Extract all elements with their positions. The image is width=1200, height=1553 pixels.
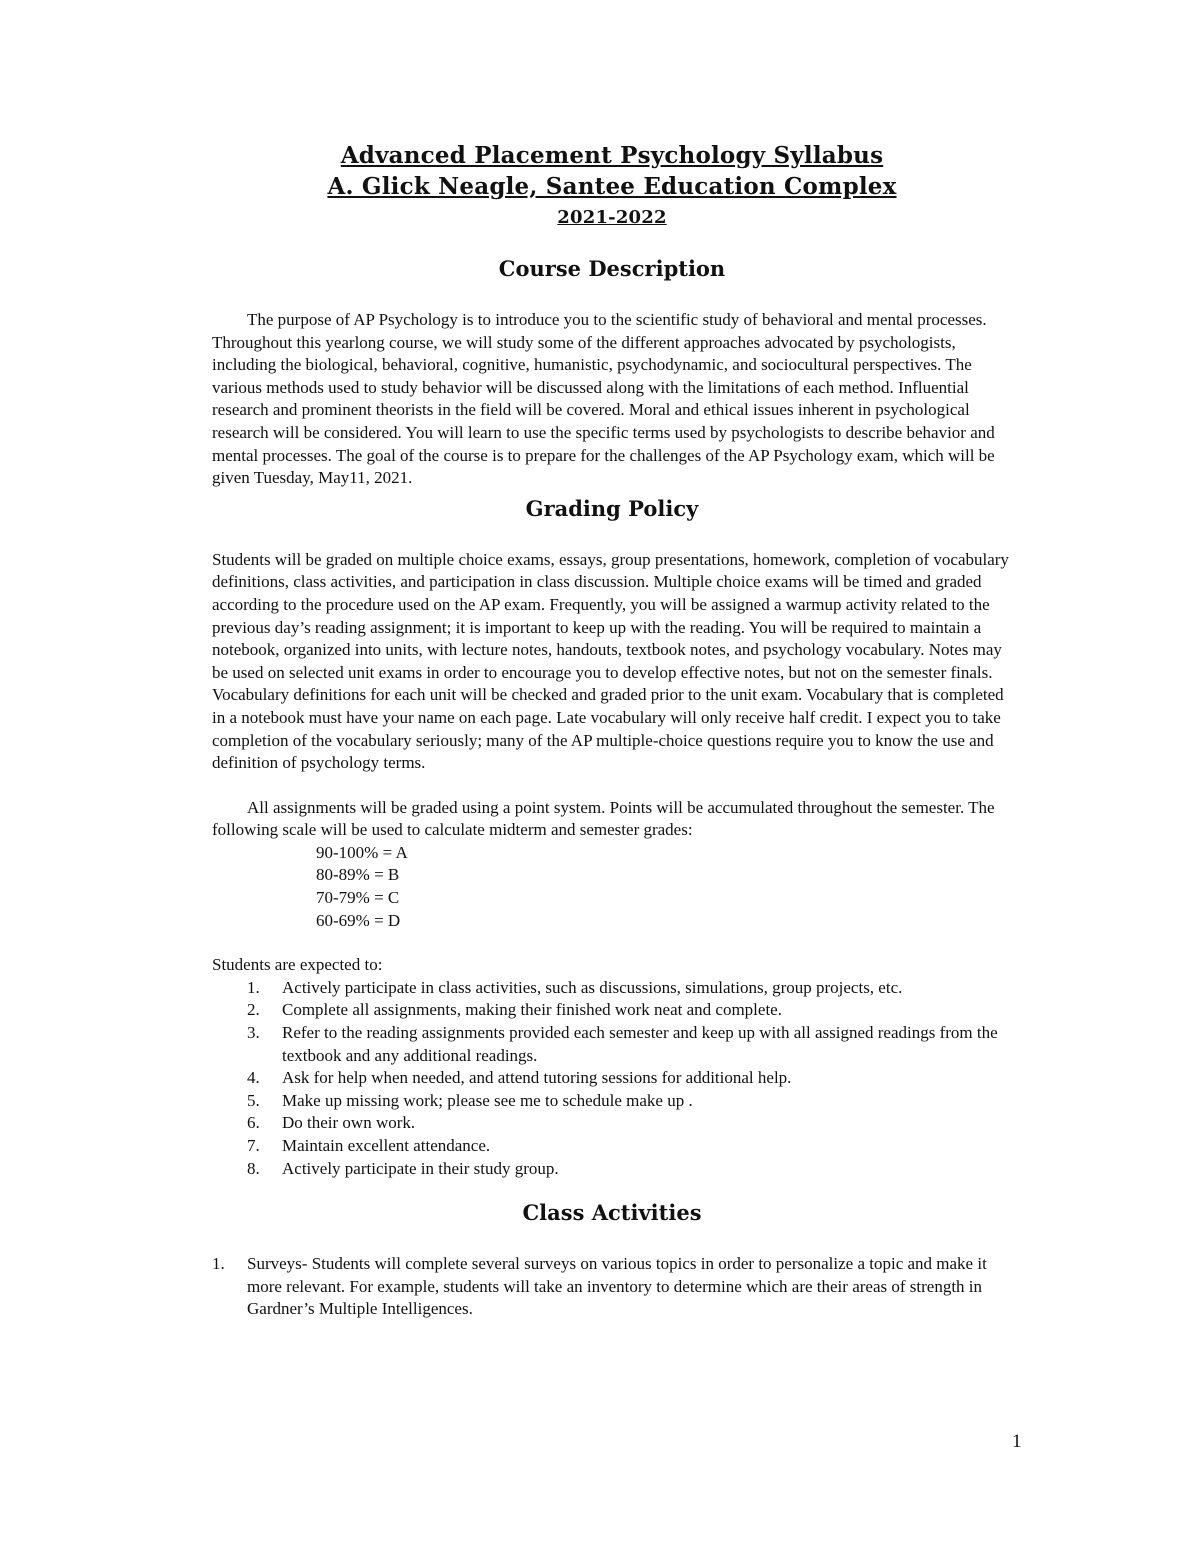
list-number: 5. bbox=[247, 1090, 260, 1110]
list-number: 2. bbox=[247, 1000, 260, 1020]
school-year: 2021-2022 bbox=[557, 207, 667, 228]
list-number: 1. bbox=[212, 1254, 225, 1274]
expectations-intro: Students are expected to: bbox=[212, 955, 383, 975]
list-item bbox=[212, 1090, 1012, 1113]
grading-policy-heading: Grading Policy bbox=[525, 495, 699, 521]
list-number: 8. bbox=[247, 1158, 260, 1178]
grade-scale-item: 90-100% = A bbox=[316, 842, 408, 862]
list-item bbox=[212, 1158, 1012, 1181]
grade-scale bbox=[212, 842, 1012, 932]
list-text: Surveys- Students will complete several surveys on various topics in order to personalize a topic and make it more relevant. For example, students will take an inventory to determine which are their areas of strength in Gardner’s Multiple Intelligences. bbox=[247, 1254, 987, 1319]
document-content bbox=[212, 140, 1012, 1321]
teacher-school-line: A. Glick Neagle, Santee Education Complex bbox=[327, 173, 897, 200]
list-text: Refer to the reading assignments provided each semester and keep up with all assigned readings from the textbook and any additional readings. bbox=[282, 1023, 998, 1065]
list-text: Actively participate in class activities, such as discussions, simulations, group projects, etc. bbox=[282, 977, 903, 997]
expectations-list bbox=[212, 977, 1012, 1180]
list-item bbox=[212, 1253, 1012, 1321]
list-item bbox=[212, 1022, 1012, 1067]
grade-scale-item: 60-69% = D bbox=[316, 910, 401, 930]
document-header bbox=[212, 140, 1012, 233]
grade-scale-item: 80-89% = B bbox=[316, 865, 400, 885]
list-text: Make up missing work; please see me to schedule make up . bbox=[282, 1090, 693, 1110]
class-activities-list bbox=[212, 1253, 1012, 1321]
list-number: 3. bbox=[247, 1023, 260, 1043]
list-number: 6. bbox=[247, 1113, 260, 1133]
list-text: Do their own work. bbox=[282, 1113, 416, 1133]
grade-scale-item: 70-79% = C bbox=[316, 888, 400, 908]
list-item bbox=[212, 1067, 1012, 1090]
list-number: 7. bbox=[247, 1136, 260, 1155]
list-text: Maintain excellent attendance. bbox=[282, 1136, 491, 1155]
list-text: Actively participate in their study group. bbox=[282, 1158, 559, 1178]
course-description-paragraph: The purpose of AP Psychology is to introduce you to the scientific study of behavioral and mental processes. Throughout this yearlong course, we will study some of the different approaches advocated by psychologists, including the biological, behavioral, cognitive, humanistic, psychodynamic, and sociocultural perspectives. The various methods used to study behavior will be discussed along with the limitations of each method. Influential research and prominent theorists in the field will be covered. Moral and ethical issues inherent in psychological research will be considered. You will learn to use the specific terms used by psychologists to describe behavior and mental processes. The goal of the course is to prepare for the challenges of the AP Psychology exam, which will be given Tuesday, May11, 2021. bbox=[212, 310, 995, 488]
list-text: Ask for help when needed, and attend tutoring sessions for additional help. bbox=[282, 1068, 792, 1088]
list-item bbox=[212, 1112, 1012, 1135]
list-item bbox=[212, 1135, 1012, 1158]
list-item bbox=[212, 999, 1012, 1022]
list-number: 4. bbox=[247, 1068, 260, 1088]
point-system-paragraph: All assignments will be graded using a point system. Points will be accumulated throughout the semester. The following scale will be used to calculate midterm and semester grades: bbox=[212, 797, 995, 840]
list-number: 1. bbox=[247, 977, 260, 997]
grading-policy-paragraph: Students will be graded on multiple choice exams, essays, group presentations, homework, completion of vocabulary definitions, class activities, and participation in class discussion. Multiple choice exams will be timed and graded according to the procedure used on the AP exam. Frequently, you will be assigned a warmup activity related to the previous day’s reading assignment; it is important to keep up with the reading. You will be required to maintain a notebook, organized into units, with lecture notes, handouts, textbook notes, and psychology vocabulary. Notes may be used on selected unit exams in order to encourage you to develop effective notes, but not on the semester finals. Vocabulary definitions for each unit will be checked and graded prior to the unit exam. Vocabulary that is completed in a notebook must have your name on each page. Late vocabulary will only receive half credit. I expect you to take completion of the vocabulary seriously; many of the AP multiple-choice questions require you to know the use and definition of psychology terms. bbox=[212, 549, 1009, 773]
syllabus-title: Advanced Placement Psychology Syllabus bbox=[340, 142, 884, 169]
list-item bbox=[212, 977, 1012, 1000]
list-text: Complete all assignments, making their finished work neat and complete. bbox=[282, 1000, 782, 1020]
page-number: 1 bbox=[1012, 1431, 1022, 1452]
course-description-heading: Course Description bbox=[498, 256, 726, 281]
class-activities-heading: Class Activities bbox=[522, 1200, 702, 1226]
